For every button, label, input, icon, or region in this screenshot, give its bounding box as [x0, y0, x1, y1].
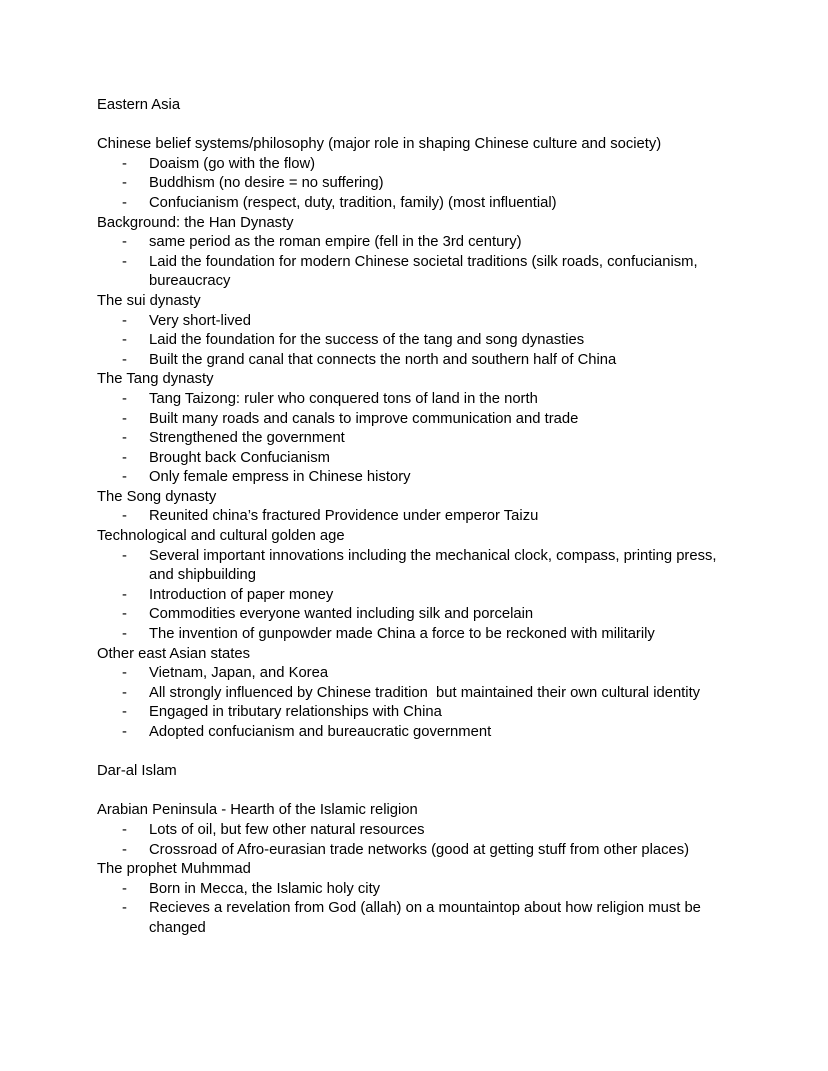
bullet-dash-marker: -	[122, 332, 127, 349]
blank-line	[97, 743, 737, 763]
doc-title-text: Eastern Asia	[97, 97, 181, 113]
bullet-dash-marker: -	[122, 704, 127, 721]
bullet-dash-marker: -	[122, 410, 127, 427]
bullet-dash-marker: -	[122, 175, 127, 192]
bullet-dash-marker: -	[122, 155, 127, 172]
bullet-item	[97, 821, 737, 841]
bullet-item	[97, 429, 737, 449]
bullet-text: All strongly influenced by Chinese tradition but maintained their own cultural identity	[149, 684, 701, 701]
section-heading	[97, 645, 737, 665]
bullet-dash-marker: -	[122, 900, 127, 917]
bullet-item	[97, 155, 737, 175]
bullet-dash-marker: -	[122, 430, 127, 447]
section-heading	[97, 801, 737, 821]
bullet-text: Reunited china’s fractured Providence under emperor Taizu	[149, 508, 539, 525]
bullet-dash-marker: -	[122, 586, 127, 603]
bullet-text: Brought back Confucianism	[149, 449, 330, 466]
bullet-dash-marker: -	[122, 665, 127, 682]
bullet-text: Recieves a revelation from God (allah) on a mountaintop about how religion must be changed	[149, 900, 706, 936]
blank-line	[97, 116, 737, 136]
paragraph-text: The sui dynasty	[97, 292, 201, 309]
bullet-dash-marker: -	[122, 684, 127, 701]
bullet-item	[97, 351, 737, 371]
bullet-text: Confucianism (respect, duty, tradition, family) (most influential)	[149, 194, 557, 211]
bullet-item	[97, 841, 737, 861]
bullet-text: Very short-lived	[149, 312, 251, 329]
bullet-text: Tang Taizong: ruler who conquered tons of land in the north	[149, 390, 538, 407]
paragraph-text: The prophet Muhmmad	[97, 861, 251, 878]
bullet-item	[97, 605, 737, 625]
paragraph-text: The Tang dynasty	[97, 371, 214, 388]
bullet-dash-marker: -	[122, 880, 127, 897]
bullet-text: Introduction of paper money	[149, 586, 334, 603]
bullet-item	[97, 684, 737, 704]
bullet-item	[97, 586, 737, 606]
section-heading	[97, 762, 737, 782]
bullet-dash-marker: -	[122, 351, 127, 368]
bullet-dash-marker: -	[122, 606, 127, 623]
bullet-dash-marker: -	[122, 390, 127, 407]
bullet-text: Adopted confucianism and bureaucratic government	[149, 724, 492, 740]
paragraph-text: Dar-al Islam	[97, 763, 177, 780]
bullet-text: Only female empress in Chinese history	[149, 469, 411, 486]
bullet-text: Laid the foundation for the success of the tang and song dynasties	[149, 332, 585, 349]
paragraph-text: Arabian Peninsula - Hearth of the Islamic religion	[97, 802, 418, 819]
bullet-text: Commodities everyone wanted including silk and porcelain	[149, 606, 534, 623]
doc-title-line	[97, 96, 737, 116]
section-heading	[97, 135, 737, 155]
bullet-dash-marker: -	[122, 253, 127, 270]
bullet-dash-marker: -	[122, 234, 127, 251]
bullet-item	[97, 703, 737, 723]
bullet-text: Lots of oil, but few other natural resources	[149, 821, 425, 838]
bullet-text: Laid the foundation for modern Chinese societal traditions (silk roads, confucianism, bureaucracy	[149, 253, 702, 290]
section-heading	[97, 292, 737, 312]
bullet-dash-marker: -	[122, 194, 127, 211]
paragraph-text: Technological and cultural golden age	[97, 528, 345, 545]
paragraph-text: Other east Asian states	[97, 645, 250, 662]
bullet-item	[97, 194, 737, 214]
paragraph-text: The Song dynasty	[97, 488, 217, 505]
bullet-item	[97, 312, 737, 332]
bullet-item	[97, 547, 737, 586]
bullet-dash-marker: -	[122, 821, 127, 838]
bullet-dash-marker: -	[122, 469, 127, 486]
bullet-dash-marker: -	[122, 508, 127, 525]
section-heading	[97, 370, 737, 390]
bullet-dash-marker: -	[122, 312, 127, 329]
bullet-item	[97, 899, 737, 938]
bullet-text: same period as the roman empire (fell in the 3rd century)	[149, 234, 522, 251]
section-heading	[97, 860, 737, 880]
bullet-item	[97, 410, 737, 430]
bullet-dash-marker: -	[122, 841, 127, 858]
paragraph-text: Background: the Han Dynasty	[97, 214, 294, 231]
bullet-text: Doaism (go with the flow)	[149, 155, 316, 172]
section-heading	[97, 527, 737, 547]
bullet-dash-marker: -	[122, 724, 127, 740]
bullet-item	[97, 233, 737, 253]
bullet-item	[97, 625, 737, 645]
bullet-item	[97, 507, 737, 527]
bullet-item	[97, 174, 737, 194]
bullet-dash-marker: -	[122, 547, 127, 564]
bullet-text: Born in Mecca, the Islamic holy city	[149, 880, 381, 897]
blank-line	[97, 782, 737, 802]
paragraph-text: Chinese belief systems/philosophy (major role in shaping Chinese culture and society)	[97, 136, 662, 153]
bullet-item	[97, 253, 737, 292]
bullet-dash-marker: -	[122, 449, 127, 466]
bullet-dash-marker: -	[122, 626, 127, 643]
bullet-item	[97, 880, 737, 900]
bullet-item	[97, 449, 737, 469]
section-heading	[97, 214, 737, 234]
section-heading	[97, 488, 737, 508]
bullet-text: Engaged in tributary relationships with China	[149, 704, 442, 721]
bullet-text: The invention of gunpowder made China a force to be reckoned with militarily	[149, 626, 655, 643]
bullet-text: Buddhism (no desire = no suffering)	[149, 175, 384, 192]
bullet-item	[97, 390, 737, 410]
bullet-text: Built the grand canal that connects the north and southern half of China	[149, 351, 617, 368]
bullet-text: Vietnam, Japan, and Korea	[149, 665, 329, 682]
bullet-item	[97, 331, 737, 351]
bullet-item	[97, 664, 737, 684]
bullet-item	[97, 723, 737, 743]
bullet-text: Several important innovations including the mechanical clock, compass, printing press, and shipbuilding	[149, 547, 721, 584]
bullet-item	[97, 468, 737, 488]
bullet-text: Strengthened the government	[149, 430, 345, 447]
bullet-text: Crossroad of Afro-eurasian trade networks (good at getting stuff from other places)	[149, 841, 690, 858]
bullet-text: Built many roads and canals to improve communication and trade	[149, 410, 579, 427]
